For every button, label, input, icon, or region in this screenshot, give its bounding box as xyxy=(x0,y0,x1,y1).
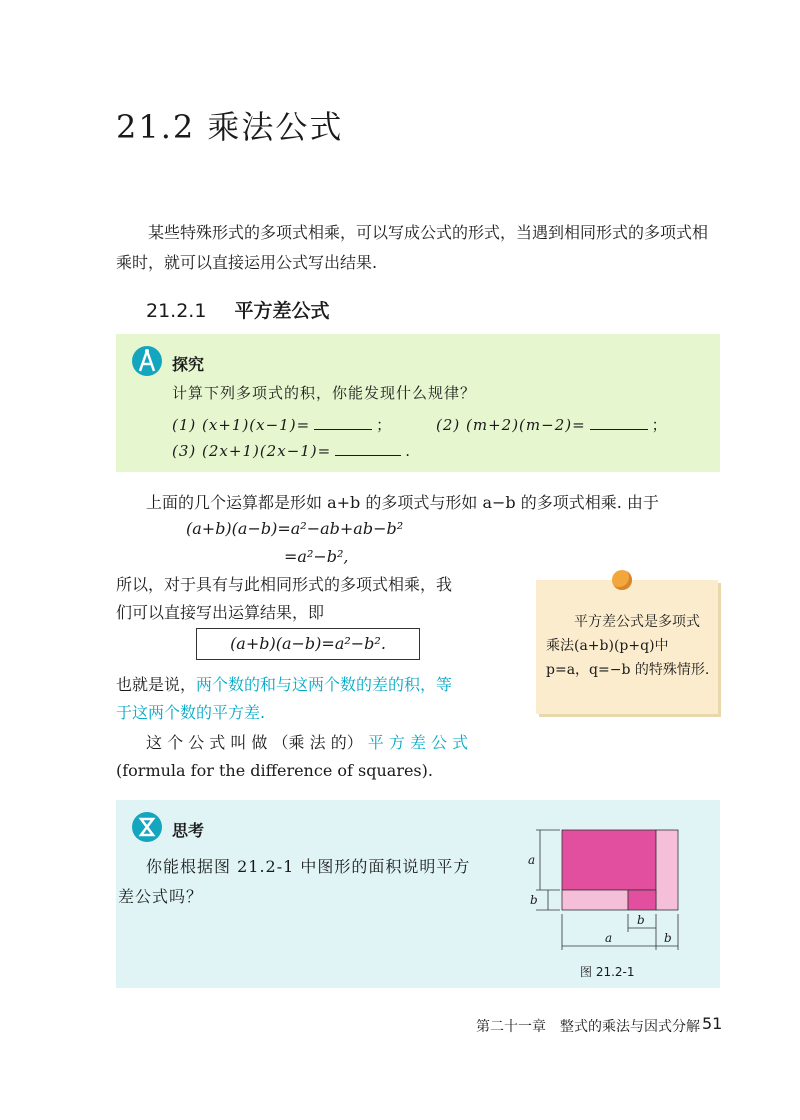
section-title: 21.2 乘法公式 xyxy=(116,108,344,146)
footer-chapter: 第二十一章 整式的乘法与因式分解 xyxy=(476,1019,700,1035)
page-number: 51 xyxy=(702,1014,723,1033)
body-line-7: (formula for the difference of squares). xyxy=(116,761,433,780)
formula-box: (a+b)(a−b)=a²−b². xyxy=(196,628,420,660)
hourglass-icon xyxy=(132,812,162,842)
subsection-title xyxy=(146,296,330,323)
think-label: 思考 xyxy=(172,821,205,840)
figure-label-b-bottom: b xyxy=(664,931,672,945)
figure-label-b-inner: b xyxy=(637,913,645,927)
think-text-1: 你能根据图 21.2-1 中图形的面积说明平方 xyxy=(146,857,471,876)
body-line-2: 所以，对于具有与此相同形式的多项式相乘，我 xyxy=(116,575,453,594)
figure-21-2-1 xyxy=(516,820,716,986)
equation-1: (a+b)(a−b)=a²−ab+ab−b² xyxy=(186,519,404,538)
explore-item-2: (2) (m+2)(m−2)= ； xyxy=(436,416,668,434)
side-note xyxy=(536,580,718,714)
side-note-text: 平方差公式是多项式乘法(a+b)(p+q)中 p=a，q=−b 的特殊情形. xyxy=(546,614,710,678)
explore-item-1: (1) (x+1)(x−1)= ； xyxy=(172,416,393,434)
subsection-name: 平方差公式 xyxy=(234,300,330,322)
figure-label-a-bottom: a xyxy=(605,931,613,945)
pin-icon xyxy=(612,570,632,590)
equation-2: =a²−b², xyxy=(284,547,349,566)
explore-box xyxy=(116,334,720,472)
think-text-2: 差公式吗？ xyxy=(118,887,204,906)
intro-paragraph: 某些特殊形式的多项式相乘，可以写成公式的形式，当遇到相同形式的多项式相乘时，就可以直接运用公式写出结果. xyxy=(116,223,709,272)
think-box xyxy=(116,800,720,988)
explore-label: 探究 xyxy=(172,355,205,374)
compass-icon xyxy=(132,346,162,376)
figure-caption: 图 21.2-1 xyxy=(580,965,635,979)
figure-bottom-strip xyxy=(562,890,628,910)
figure-square-main xyxy=(562,830,656,890)
figure-label-b-left: b xyxy=(530,893,538,907)
figure-right-strip xyxy=(656,830,678,910)
body-line-6: 这 个 公 式 叫 做 （乘 法 的） 平 方 差 公 式 xyxy=(146,733,469,752)
key-statement-2: 于这两个数的平方差. xyxy=(116,703,266,722)
formula-name: 平 方 差 公 式 xyxy=(367,733,469,752)
explore-item-3: (3) (2x+1)(2x−1)= . xyxy=(172,442,412,460)
figure-label-a-left: a xyxy=(528,853,536,867)
explore-question: 计算下列多项式的积，你能发现什么规律？ xyxy=(172,384,477,402)
subsection-number: 21.2.1 xyxy=(146,300,207,322)
body-line-4: 也就是说，两个数的和与这两个数的差的积，等 xyxy=(116,675,453,694)
body-line-1: 上面的几个运算都是形如 a+b 的多项式与形如 a−b 的多项式相乘. 由于 xyxy=(146,493,659,512)
key-statement-1: 两个数的和与这两个数的差的积，等 xyxy=(196,675,453,694)
body-line-3: 们可以直接写出运算结果，即 xyxy=(116,603,325,622)
figure-small-square xyxy=(628,890,656,910)
